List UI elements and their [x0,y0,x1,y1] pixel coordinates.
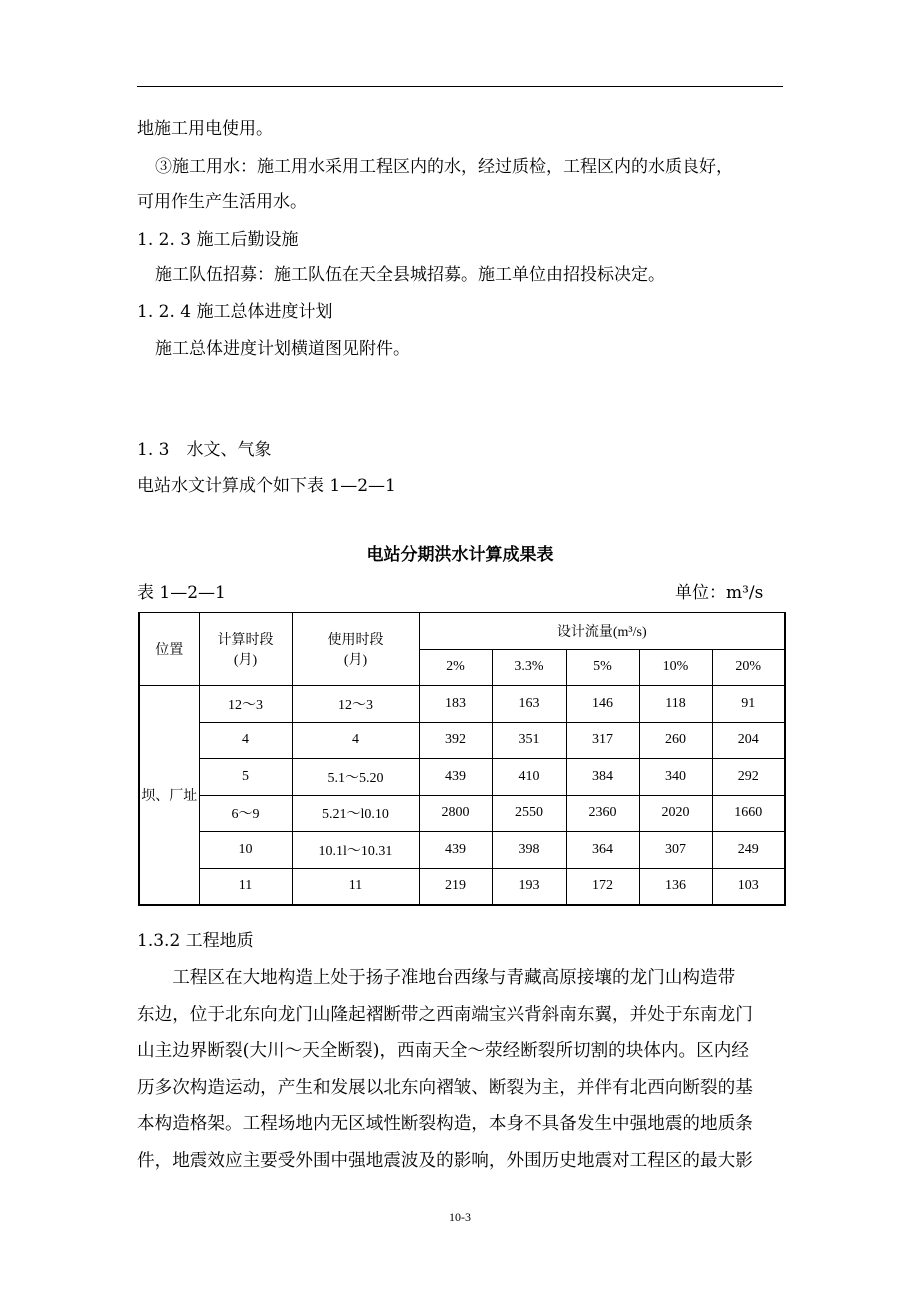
paragraph-line: 山主边界断裂(大川～天全断裂)，西南天全～荥经断裂所切割的块体内。区内经 [137,1041,749,1061]
header-use-period-unit: (月) [343,653,368,668]
header-frequency: 20% [712,649,785,686]
table-row [139,868,785,905]
use-period-cell: 11 [292,868,419,905]
flow-cell: 317 [566,722,639,759]
table-number: 表 1—2—1 [137,583,226,603]
header-location: 位置 [139,613,199,686]
paragraph-line: 东边，位于北东向龙门山隆起褶断带之西南端宝兴背斜南东翼，并处于东南龙门 [137,1004,753,1025]
header-design-flow: 设计流量(m³/s) [419,613,785,650]
table-unit: 单位：m³/s [675,583,764,603]
flow-cell: 2360 [566,795,639,832]
flow-cell: 103 [712,868,785,905]
flow-cell: 91 [712,686,785,723]
flow-cell: 118 [639,686,712,723]
section-heading-1-2-4: 1. 2. 4 施工总体进度计划 [137,302,333,322]
flow-cell: 260 [639,722,712,759]
paragraph-1-2-3: 施工队伍招募：施工队伍在天全县城招募。施工单位由招投标决定。 [155,265,665,285]
header-frequency: 2% [419,649,492,686]
flood-calculation-table [138,612,786,906]
calc-period-cell: 11 [199,868,292,905]
paragraph-line: 本构造格架。工程场地内无区域性断裂构造，本身不具备发生中强地震的地质条 [137,1114,753,1134]
paragraph-line: 件，地震效应主要受外围中强地震波及的影响，外围历史地震对工程区的最大影 [137,1150,753,1171]
flow-cell: 219 [419,868,492,905]
flow-cell: 136 [639,868,712,905]
header-rule [137,86,783,87]
flow-cell: 392 [419,722,492,759]
flow-cell: 340 [639,759,712,796]
flow-cell: 2550 [492,795,566,832]
calc-period-cell: 4 [199,722,292,759]
paragraph-line: 工程区在大地构造上处于扬子准地台西缘与青藏高原接壤的龙门山构造带 [137,968,736,988]
section-heading-1-3-2: 1.3.2 工程地质 [137,931,254,951]
header-frequency: 5% [566,649,639,686]
flow-cell: 204 [712,722,785,759]
header-calc-period-label: 计算时段 [217,633,274,648]
flow-cell: 351 [492,722,566,759]
calc-period-cell: 10 [199,832,292,869]
section-intro-1-3: 电站水文计算成个如下表 1—2—1 [137,476,396,496]
section-heading-1-2-3: 1. 2. 3 施工后勤设施 [137,230,299,250]
flow-cell: 384 [566,759,639,796]
header-use-period-label: 使用时段 [327,633,384,648]
table-title: 电站分期洪水计算成果表 [366,545,554,565]
location-cell: 坝、厂址 [139,686,199,905]
header-calc-period-unit: (月) [233,653,258,668]
flow-cell: 2800 [419,795,492,832]
text-line: ③施工用水：施工用水采用工程区内的水，经过质检，工程区内的水质良好， [155,157,733,177]
page-number: 10-3 [449,1210,471,1224]
header-calc-period [199,613,292,686]
flow-cell: 307 [639,832,712,869]
flow-cell: 292 [712,759,785,796]
header-frequency: 3.3% [492,649,566,686]
flow-cell: 183 [419,686,492,723]
use-period-cell: 5.21～l0.10 [292,795,419,832]
use-period-cell: 5.1～5.20 [292,759,419,796]
paragraph-1-2-4: 施工总体进度计划横道图见附件。 [155,339,410,359]
table-row [139,832,785,869]
flow-cell: 439 [419,832,492,869]
text-line: 可用作生产生活用水。 [137,192,307,212]
flow-cell: 398 [492,832,566,869]
calc-period-cell: 5 [199,759,292,796]
header-use-period [292,613,419,686]
flow-cell: 193 [492,868,566,905]
table-row [139,795,785,832]
flow-cell: 163 [492,686,566,723]
paragraph-line: 历多次构造运动，产生和发展以北东向褶皱、断裂为主，并伴有北西向断裂的基 [137,1077,753,1098]
flow-cell: 2020 [639,795,712,832]
flow-cell: 410 [492,759,566,796]
table-row [139,686,785,723]
flow-cell: 439 [419,759,492,796]
flow-cell: 146 [566,686,639,723]
flow-cell: 172 [566,868,639,905]
flow-cell: 364 [566,832,639,869]
section-heading-1-3: 1. 3 水文、气象 [137,440,272,460]
flow-cell: 1660 [712,795,785,832]
text-line: 地施工用电使用。 [137,119,273,139]
table-row [139,722,785,759]
table-row [139,759,785,796]
calc-period-cell: 12～3 [199,686,292,723]
header-frequency: 10% [639,649,712,686]
geology-paragraph [137,960,787,1179]
flow-cell: 249 [712,832,785,869]
use-period-cell: 12～3 [292,686,419,723]
use-period-cell: 10.1l～10.31 [292,832,419,869]
calc-period-cell: 6～9 [199,795,292,832]
use-period-cell: 4 [292,722,419,759]
